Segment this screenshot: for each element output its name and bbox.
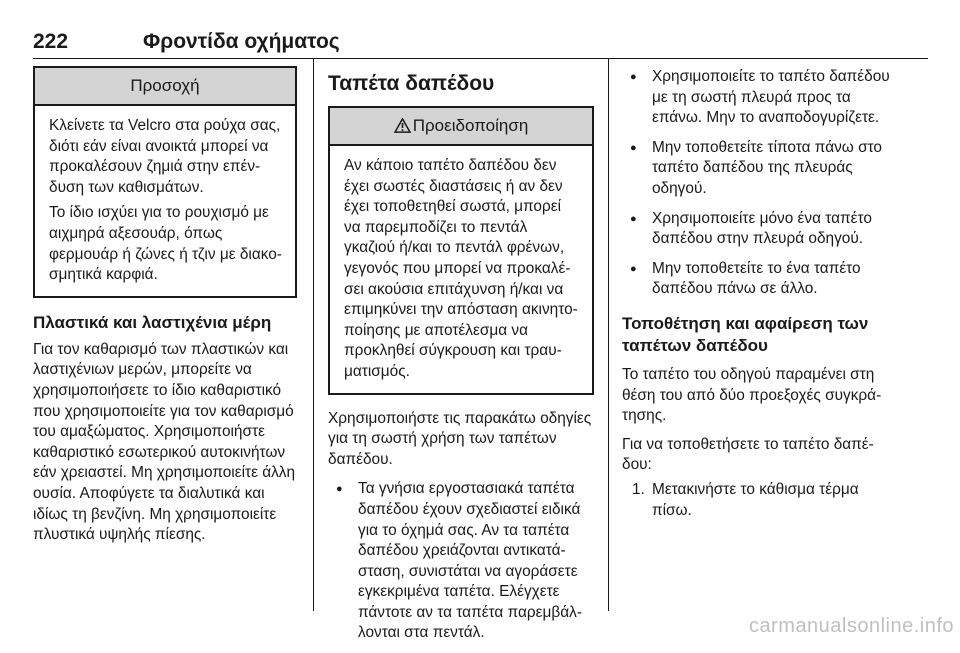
list-item: ● Χρησιμοποιείτε το ταπέτο δαπέδου με τη σωστή πλευρά προς τα επάνω. Μην το αναποδογυρίζετε. [622, 67, 894, 129]
page-header [33, 30, 928, 60]
floor-mats-heading: Ταπέτα δαπέδου [328, 72, 495, 95]
install-remove-heading: Τοποθέτηση και αφαίρεση των ταπέτων δαπέδου [622, 313, 869, 355]
column-left [33, 58, 297, 546]
column-right [622, 58, 894, 521]
step-text: Μετακινήστε το κάθισμα τέρμα πίσω. [652, 480, 859, 519]
column-middle [328, 58, 594, 653]
caution-title: Προσοχή [35, 68, 295, 106]
warning-body [330, 146, 592, 393]
caution-paragraph-2: Το ίδιο ισχύει για το ρουχισμό με αιχμηρά αξεσουάρ, όπως φερμουάρ ή ζώνες ή τζιν με διακοσμητικά καρφιά. [49, 204, 282, 284]
warning-triangle-icon [394, 118, 411, 133]
warning-header [330, 108, 592, 146]
warning-box [328, 106, 594, 395]
list-item: ● Μην τοποθετείτε το ένα ταπέτο δαπέδου πάνω σε άλλο. [622, 259, 894, 300]
install-paragraph-2: Για να τοποθετήσετε το ταπέτο δαπέδου: [622, 435, 874, 474]
column-divider-2 [608, 58, 609, 611]
column-divider-1 [313, 58, 314, 611]
watermark: carmanualsonline.info [748, 615, 954, 637]
plastic-parts-heading: Πλαστικά και λαστιχένια μέρη [33, 312, 272, 332]
caution-body [35, 106, 295, 296]
caution-box [33, 66, 297, 298]
page-title: Φροντίδα οχήματος [143, 30, 340, 53]
install-paragraph-1: Το ταπέτο του οδηγού παραμένει στη θέση του από δύο προεξοχές συγκράτησης. [622, 365, 882, 425]
warning-title: Προειδοποίηση [412, 116, 529, 135]
list-item: ● Μην τοποθετείτε τίποτα πάνω στο ταπέτο δαπέδου της πλευράς οδηγού. [622, 138, 894, 200]
list-item: ● Χρησιμοποιείτε μόνο ένα ταπέτο δαπέδου στην πλευρά οδηγού. [622, 209, 894, 250]
install-steps [622, 480, 894, 521]
floor-mats-intro: Χρησιμοποιήστε τις παρακάτω οδηγίες για τη σωστή χρήση των ταπέτων δαπέδου. [328, 409, 592, 468]
usage-bullets [622, 67, 894, 300]
step-item [622, 480, 894, 521]
caution-paragraph-1: Κλείνετε τα Velcro στα ρούχα σας, διότι εάν είναι ανοικτά μπορεί να προκαλέσουν ζημιά στην επένδυση των καθισμάτων. [49, 117, 281, 196]
list-item: ● Τα γνήσια εργοστασιακά ταπέτα δαπέδου έχουν σχεδιαστεί ειδικά για το όχημά σας. Αν τα ταπέτα δαπέδου χρειάζονται αντικατάσταση, συνιστάται να αγοράσετε εγκεκριμένα ταπέτα. Ελέγχετε πάντοτε αν τα ταπέτα παρεμβάλλονται στα πεντάλ. [328, 479, 594, 644]
warning-text: Αν κάποιο ταπέτο δαπέδου δεν έχει σωστές διαστάσεις ή αν δεν έχει τοποθετηθεί σωστά, μπορεί να παρεμποδίζει το πεντάλ γκαζιού ή/και το πεντάλ φρένων, γεγονός που μπορεί να προκαλέσει ακούσια επιτάχυνση ή/και να επιμηκύνει την απόσταση ακινητοποίησης με αποτέλεσμα να προκληθεί σύγκρουση και τραυματισμός. [344, 157, 578, 380]
plastic-parts-text: Για τον καθαρισμό των πλαστικών και λαστιχένιων μερών, μπορείτε να χρησιμοποιήσετε το ίδιο καθαριστικό που χρησιμοποιείτε για τον καθαρισμό του αμαξώματος. Χρησιμοποιήστε καθαριστικό εσωτερικού αυτοκινήτων εάν χρειαστεί. Μη χρησιμοποιείτε άλλη ουσία. Αποφύγετε τα διαλυτικά και ιδίως τη βενζίνη. Μη χρησιμοποιείτε πλυστικά υψηλής πίεσης. [33, 340, 296, 544]
page-number: 222 [33, 30, 69, 53]
floor-mats-bullets [328, 479, 594, 644]
step-number: 1. [632, 480, 645, 498]
